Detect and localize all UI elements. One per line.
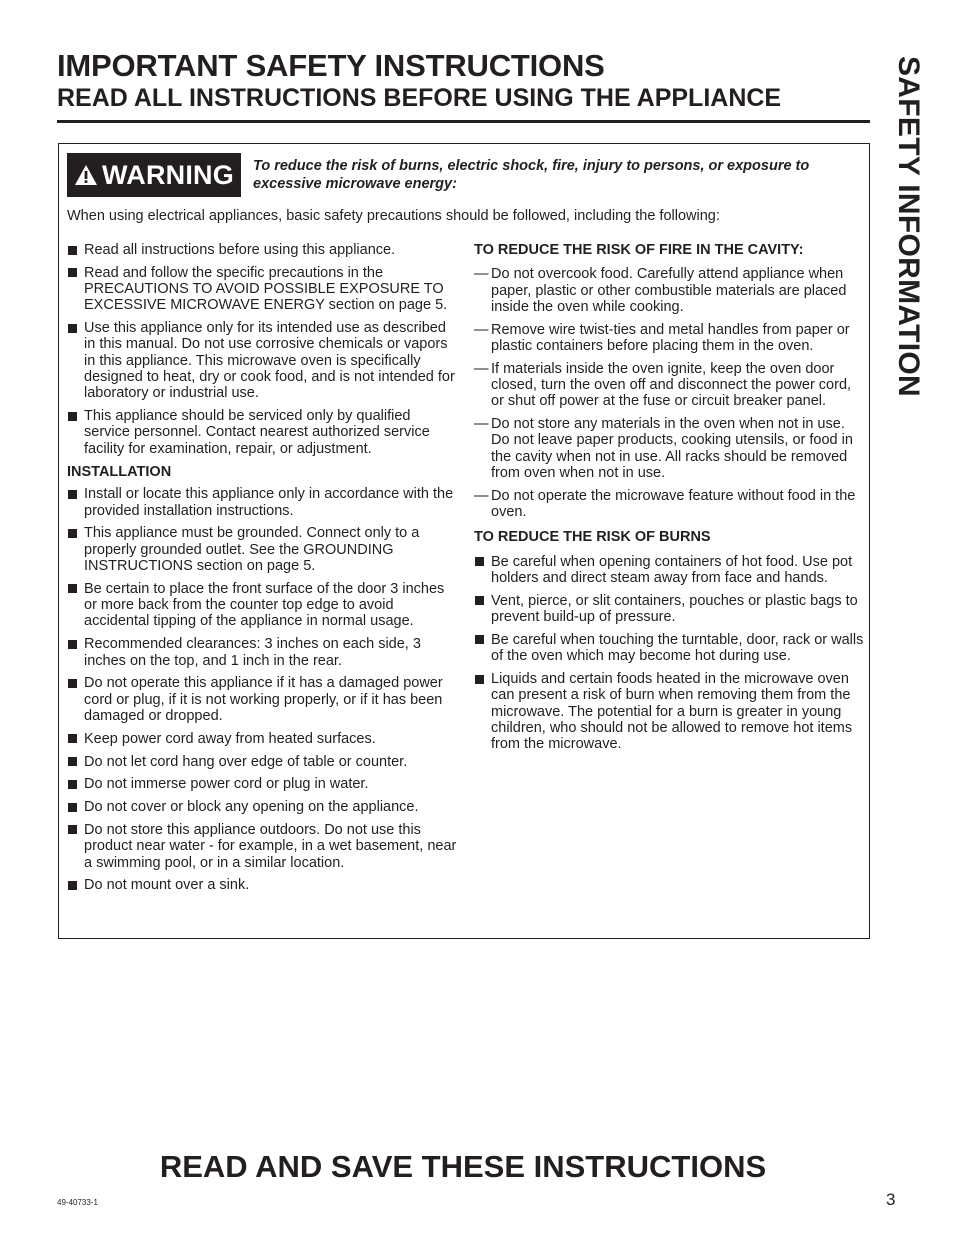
list-item: — Do not operate the microwave feature without food in the oven.: [474, 488, 866, 521]
list-item: Be careful when touching the turntable, door, rack or walls of the oven which may become hot during use.: [474, 632, 866, 665]
installation-heading: INSTALLATION: [67, 463, 172, 480]
list-item: Be certain to place the front surface of the door 3 inches or more back from the counter top edge to avoid accidental tipping of the appliance in normal usage.: [67, 581, 459, 630]
right-column: [474, 242, 866, 759]
list-item: Do not mount over a sink.: [67, 877, 459, 893]
warning-badge: [67, 153, 241, 197]
list-item: — Do not store any materials in the oven when not in use. Do not leave paper products, cooking utensils, or food in the cavity when not in use. All racks should be removed from oven when not in use.: [474, 416, 866, 481]
list-item: — Do not overcook food. Carefully attend appliance when paper, plastic or other combustible materials are placed inside the oven while cooking.: [474, 266, 866, 315]
page-subtitle: READ ALL INSTRUCTIONS BEFORE USING THE APPLIANCE: [57, 84, 782, 112]
footer-title: READ AND SAVE THESE INSTRUCTIONS: [159, 1149, 767, 1184]
document-number: 49-40733-1: [57, 1198, 98, 1207]
warning-message: To reduce the risk of burns, electric shock, fire, injury to persons, or exposure to excessive microwave energy:: [253, 158, 810, 192]
general-list: [67, 242, 459, 457]
list-item: Do not let cord hang over edge of table or counter.: [67, 754, 459, 770]
section-side-tab: SAFETY INFORMATION: [892, 56, 925, 397]
burns-heading: TO REDUCE THE RISK OF BURNS: [474, 529, 711, 546]
list-item: — If materials inside the oven ignite, keep the oven door closed, turn the oven off and disconnect the power cord, or shut off power at the fuse or circuit breaker panel.: [474, 361, 866, 410]
list-item: Vent, pierce, or slit containers, pouches or plastic bags to prevent build-up of pressure.: [474, 593, 866, 626]
title-rule: [57, 120, 870, 123]
list-item: Do not operate this appliance if it has a damaged power cord or plug, if it is not working properly, or if it has been damaged or dropped.: [67, 675, 459, 724]
list-item: Read all instructions before using this appliance.: [67, 242, 459, 258]
list-item: Do not store this appliance outdoors. Do not use this product near water - for example, in a wet basement, near a swimming pool, or in a similar location.: [67, 822, 459, 871]
list-item: This appliance should be serviced only by qualified service personnel. Contact nearest authorized service facility for examination, repair, or adjustment.: [67, 408, 459, 457]
list-item: Do not cover or block any opening on the appliance.: [67, 799, 459, 815]
burns-list: [474, 554, 866, 753]
list-item: Liquids and certain foods heated in the microwave oven can present a risk of burn when removing them from the microwave. The potential for a burn is greater in young children, who should not be allowed to remove hot items from the microwave.: [474, 671, 866, 752]
warning-label: WARNING: [102, 160, 234, 190]
list-item: Recommended clearances: 3 inches on each side, 3 inches on the top, and 1 inch in the rear.: [67, 636, 459, 669]
page-number: 3: [886, 1190, 896, 1209]
fire-heading: TO REDUCE THE RISK OF FIRE IN THE CAVITY:: [474, 242, 804, 258]
list-item: Keep power cord away from heated surfaces.: [67, 731, 459, 747]
list-item: — Remove wire twist-ties and metal handles from paper or plastic containers before placing them in the oven.: [474, 322, 866, 355]
list-item: Do not immerse power cord or plug in water.: [67, 776, 459, 792]
list-item: This appliance must be grounded. Connect only to a properly grounded outlet. See the GROUNDING INSTRUCTIONS section on page 5.: [67, 525, 459, 574]
left-column: [67, 242, 459, 900]
installation-list: [67, 486, 459, 893]
list-item: Read and follow the specific precautions in the PRECAUTIONS TO AVOID POSSIBLE EXPOSURE TO EXCESSIVE MICROWAVE ENERGY section on page 5.: [67, 265, 459, 314]
list-item: Be careful when opening containers of hot food. Use pot holders and direct steam away from face and hands.: [474, 554, 866, 587]
page-title: IMPORTANT SAFETY INSTRUCTIONS: [57, 48, 605, 83]
fire-list: [474, 266, 866, 520]
list-item: Use this appliance only for its intended use as described in this manual. Do not use corrosive chemicals or vapors in this appliance. This microwave oven is specifically designed to heat, dry or cook food, and is not intended for laboratory or industrial use.: [67, 320, 459, 401]
warning-triangle-icon: [74, 164, 98, 186]
intro-text: When using electrical appliances, basic safety precautions should be followed, including the following:: [67, 208, 720, 224]
list-item: Install or locate this appliance only in accordance with the provided installation instructions.: [67, 486, 459, 519]
